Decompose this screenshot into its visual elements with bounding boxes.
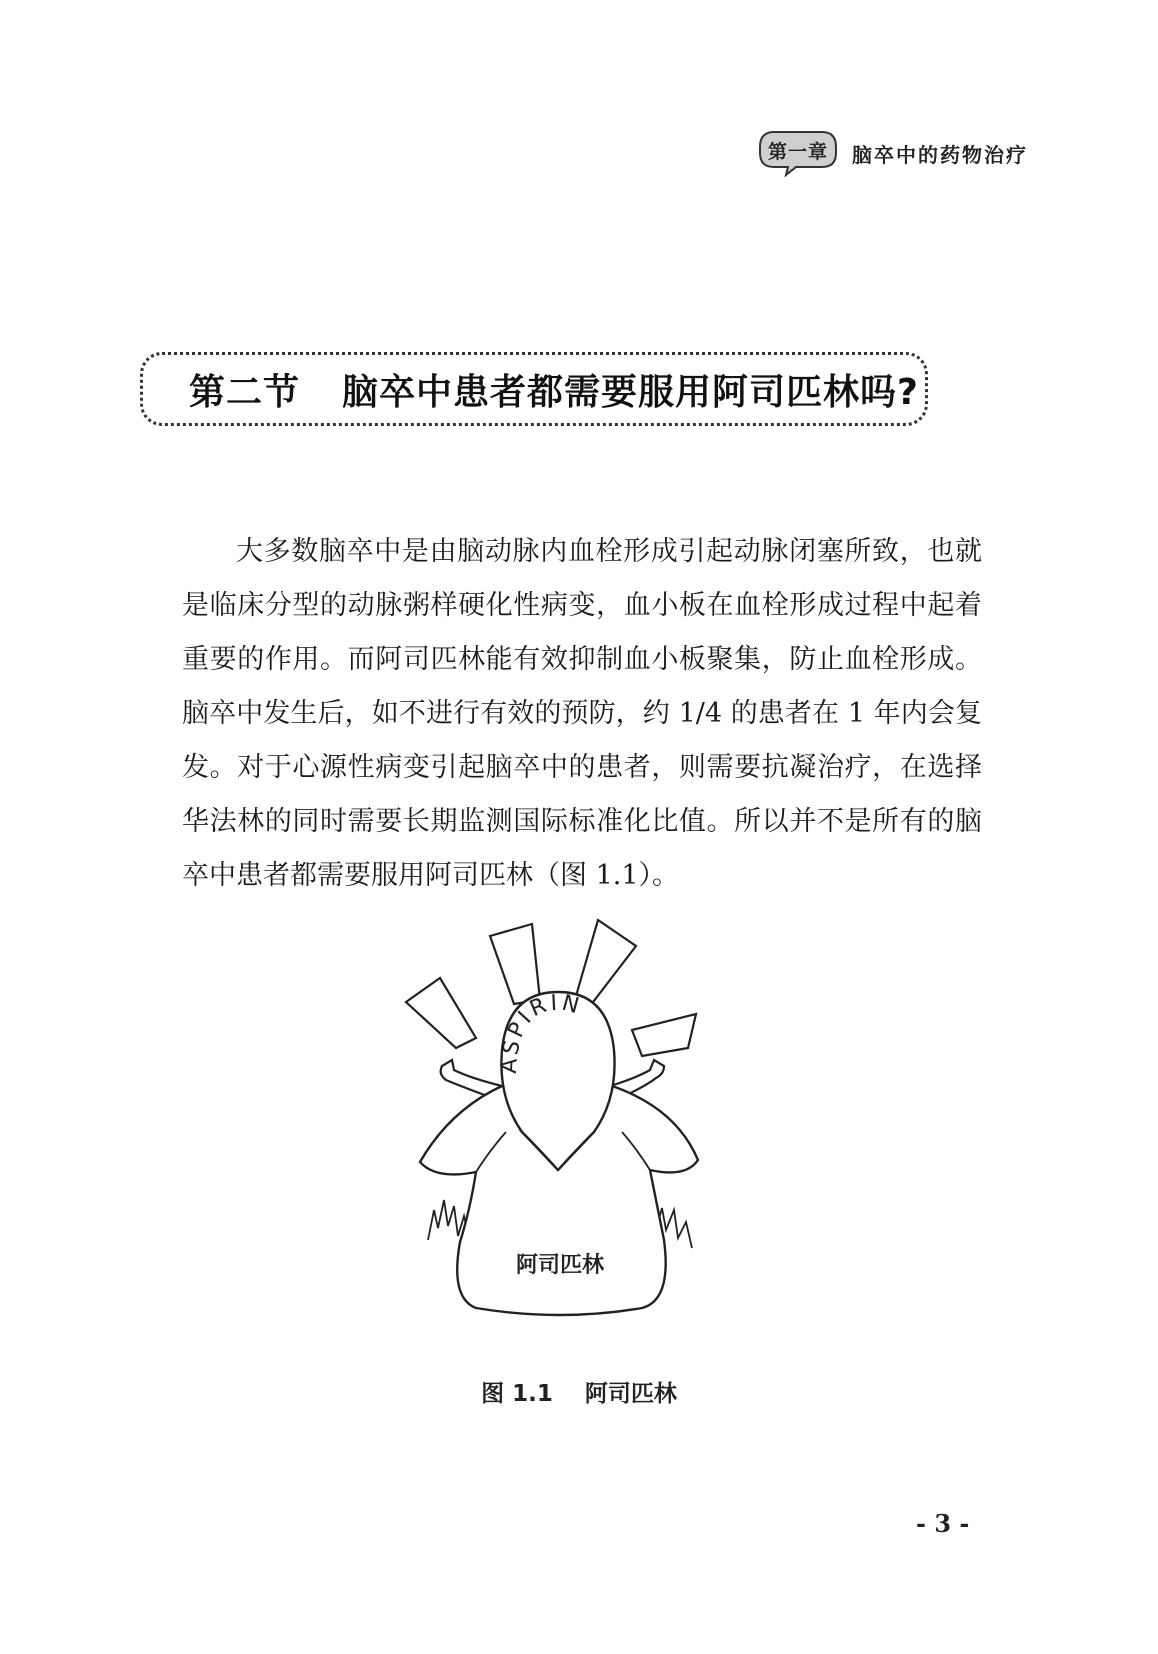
robe-label: 阿司匹林 <box>515 1253 604 1278</box>
section-title-box <box>140 352 928 426</box>
ray-right <box>632 1014 696 1056</box>
page-number: - 3 - <box>916 1509 970 1538</box>
body-paragraph: 大多数脑卒中是由脑动脉内血栓形成引起动脉闭塞所致，也就是临床分型的动脉粥样硬化性病变，血小板在血栓形成过程中起着重要的作用。而阿司匹林能有效抑制血小板聚集，防止血栓形成。脑卒中发生后，如不进行有效的预防，约 1/4 的患者在 1 年内会复发。对于心源性病变引起脑卒中的患者，则需要抗凝治疗，在选择华法林的同时需要长期监测国际标准化比值。所以并不是所有的脑卒中患者都需要服用阿司匹林（图 1.1）。 <box>182 536 982 891</box>
ray-top-left <box>490 924 540 1004</box>
section-title: 脑卒中患者都需要服用阿司匹林吗? <box>342 371 919 413</box>
chapter-label: 第一章 <box>767 141 828 163</box>
running-header <box>756 128 1028 178</box>
chapter-badge <box>756 129 840 177</box>
running-title: 脑卒中的药物治疗 <box>852 142 1028 167</box>
ray-top-right <box>576 920 636 1006</box>
aspirin-illustration <box>380 910 780 1330</box>
figure-caption <box>0 1375 1158 1408</box>
caption-number: 图 1.1 <box>481 1381 553 1407</box>
head-text: ASPIRIN <box>496 990 585 1075</box>
section-number: 第二节 <box>189 371 301 413</box>
caption-text: 阿司匹林 <box>584 1381 677 1407</box>
ray-left <box>406 978 476 1048</box>
